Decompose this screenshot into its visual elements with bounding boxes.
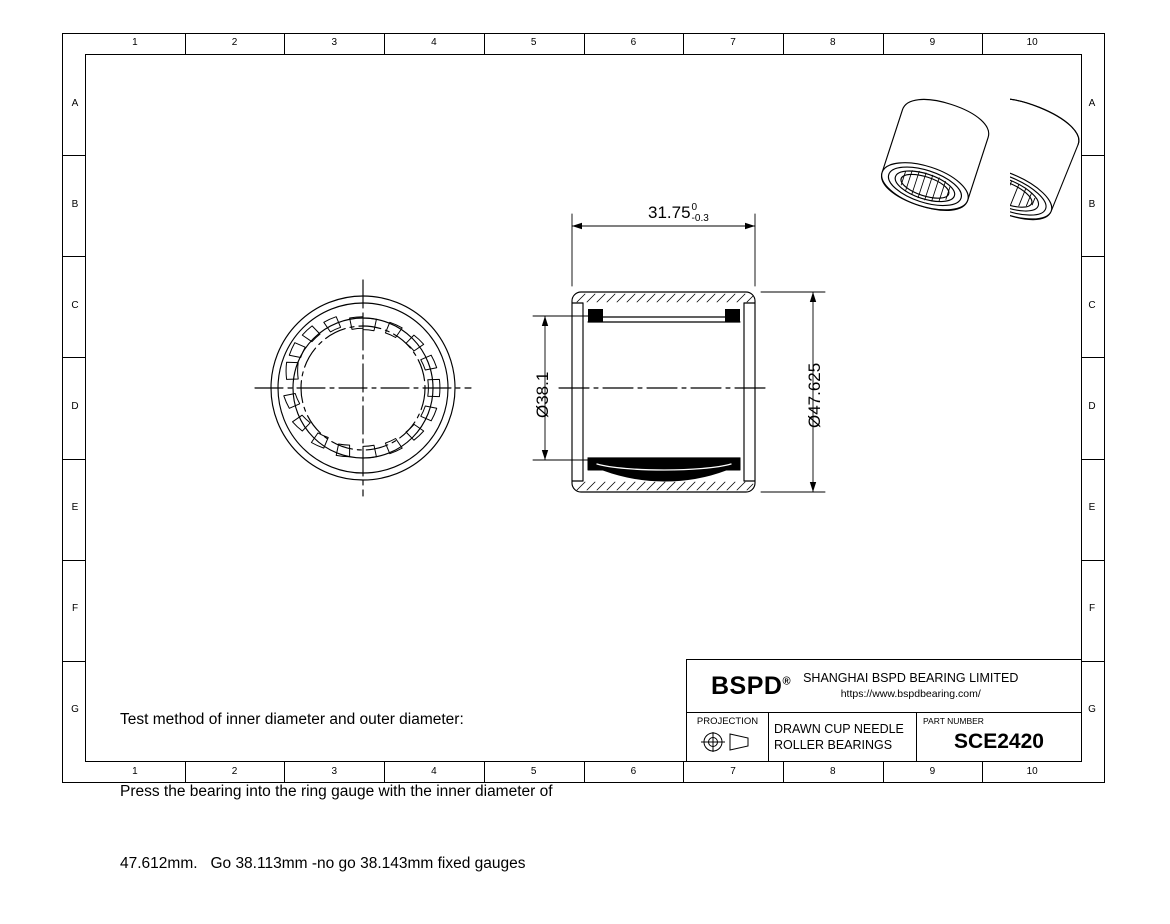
zone-row-B: B xyxy=(1088,198,1096,210)
dimension-inner-dia-text: Ø38.1 xyxy=(533,371,552,418)
zone-row-A: A xyxy=(71,97,79,109)
zone-divider xyxy=(683,33,684,54)
zone-divider xyxy=(1082,256,1105,257)
zone-column-2: 2 xyxy=(231,766,238,777)
zone-row-E: E xyxy=(1088,502,1096,514)
zone-divider xyxy=(982,33,983,54)
note-line-3: 47.612mm. Go 38.113mm -no go 38.143mm fixed gauges xyxy=(120,855,526,873)
zone-column-8: 8 xyxy=(829,37,836,48)
zone-column-7: 7 xyxy=(730,766,736,777)
zone-divider xyxy=(284,33,285,54)
company-url: https://www.bspdbearing.com/ xyxy=(840,688,981,701)
brand-logo xyxy=(711,672,791,701)
test-method-note xyxy=(120,660,680,924)
zone-divider xyxy=(62,357,85,358)
zone-row-F: F xyxy=(71,603,79,615)
zone-column-1: 1 xyxy=(132,766,138,777)
zone-column-10: 10 xyxy=(1026,37,1038,48)
company-name: SHANGHAI BSPD BEARING LIMITED xyxy=(803,671,1019,686)
projection-label: PROJECTION xyxy=(696,716,759,727)
zone-row-C: C xyxy=(1088,299,1096,311)
dimension-outer-dia-text: Ø47.625 xyxy=(805,362,824,428)
zone-divider xyxy=(683,762,684,783)
note-line-2: Press the bearing into the ring gauge with the inner diameter of xyxy=(120,783,553,801)
front-view xyxy=(255,280,471,496)
zone-divider xyxy=(62,256,85,257)
zone-divider xyxy=(883,33,884,54)
note-line-1: Test method of inner diameter and outer diameter: xyxy=(120,711,464,729)
zone-divider xyxy=(484,33,485,54)
dimension-width xyxy=(572,214,755,286)
zone-divider xyxy=(783,762,784,783)
dimension-width-tol-upper: 0 xyxy=(691,202,698,214)
dimension-width-value: 31.75 xyxy=(648,203,691,222)
zone-divider xyxy=(584,33,585,54)
section-view xyxy=(559,292,768,492)
dimension-width-text xyxy=(648,203,709,224)
zone-column-4: 4 xyxy=(431,766,437,777)
part-number-value: SCE2420 xyxy=(954,730,1044,753)
registered-mark: ® xyxy=(782,675,792,688)
zone-row-B: B xyxy=(71,198,79,210)
zone-row-D: D xyxy=(71,401,79,412)
zone-column-5: 5 xyxy=(530,766,537,777)
dimension-width-tol-lower: -0.3 xyxy=(691,212,709,224)
zone-column-8: 8 xyxy=(829,766,836,777)
zone-divider xyxy=(62,155,85,156)
zone-row-D: D xyxy=(1088,401,1096,412)
zone-divider xyxy=(783,33,784,54)
zone-column-9: 9 xyxy=(929,766,936,777)
title-block xyxy=(686,659,1082,762)
zone-divider xyxy=(1082,357,1105,358)
projection-symbol xyxy=(687,731,768,753)
zone-column-7: 7 xyxy=(730,37,736,48)
zone-column-3: 3 xyxy=(331,37,338,48)
zone-divider xyxy=(62,661,85,662)
zone-divider xyxy=(1082,560,1105,561)
zone-column-4: 4 xyxy=(431,37,437,48)
zone-row-C: C xyxy=(71,299,79,311)
zone-column-3: 3 xyxy=(331,766,338,777)
part-number-cell xyxy=(917,713,1081,761)
zone-column-5: 5 xyxy=(530,37,537,48)
zone-column-2: 2 xyxy=(231,37,238,48)
zone-divider xyxy=(384,33,385,54)
description-line-1: DRAWN CUP NEEDLE xyxy=(774,722,904,736)
technical-drawing xyxy=(85,54,1082,762)
zone-column-9: 9 xyxy=(929,37,936,48)
zone-row-A: A xyxy=(1088,97,1096,109)
part-number-label: PART NUMBER xyxy=(923,716,984,726)
zone-column-6: 6 xyxy=(630,766,637,777)
zone-row-E: E xyxy=(71,502,79,514)
zone-divider xyxy=(982,762,983,783)
zone-divider xyxy=(62,459,85,460)
description-line-2: ROLLER BEARINGS xyxy=(774,738,893,753)
description-cell xyxy=(769,713,917,761)
projection-cell xyxy=(687,713,769,761)
company-info xyxy=(803,670,1018,701)
zone-column-1: 1 xyxy=(132,37,138,48)
zone-row-F: F xyxy=(1088,603,1096,615)
zone-divider xyxy=(883,762,884,783)
title-block-body xyxy=(687,713,1081,761)
zone-column-10: 10 xyxy=(1026,766,1038,777)
brand-name: BSPD xyxy=(711,671,783,700)
zone-divider xyxy=(1082,155,1105,156)
zone-row-G: G xyxy=(1088,704,1096,716)
zone-divider xyxy=(185,33,186,54)
zone-column-6: 6 xyxy=(630,37,637,48)
zone-divider xyxy=(1082,459,1105,460)
title-block-header xyxy=(687,660,1081,713)
zone-divider xyxy=(1082,661,1105,662)
zone-divider xyxy=(62,560,85,561)
zone-row-G: G xyxy=(71,704,79,716)
